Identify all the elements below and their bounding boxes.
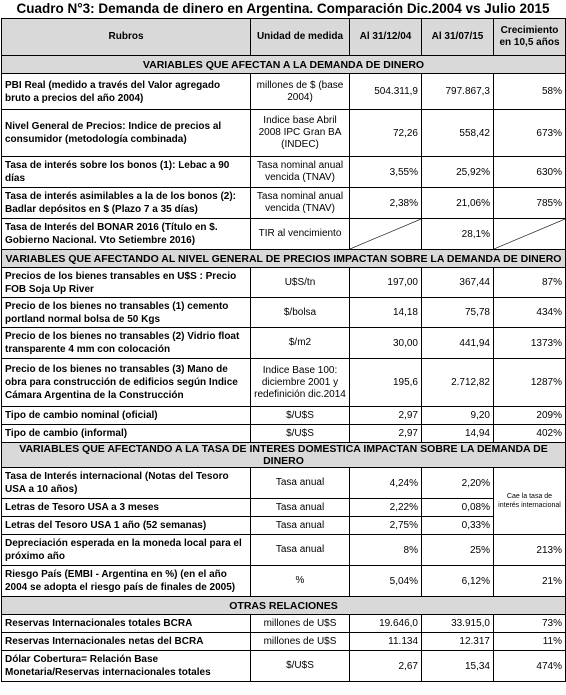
value-2015-cell: 15,34 (422, 651, 494, 682)
growth-note-cell: Cae la tasa de interés internacional (494, 468, 566, 535)
growth-cell: 630% (494, 157, 566, 188)
rubro-cell: Letras de Tesoro USA a 3 meses (2, 499, 251, 517)
header-row (2, 19, 566, 56)
value-2004-cell: 504.311,9 (350, 74, 422, 110)
table-row (2, 566, 566, 597)
demand-table (1, 18, 566, 682)
value-2015-cell: 33.915,0 (422, 615, 494, 633)
table-row (2, 468, 566, 499)
growth-cell: 1373% (494, 328, 566, 359)
diagonal-line (350, 219, 421, 249)
rubro-cell: Nivel General de Precios: Indice de precios al consumidor (metodología combinada) (2, 110, 251, 157)
growth-cell: 58% (494, 74, 566, 110)
value-2004-cell: 3,55% (350, 157, 422, 188)
section-header: VARIABLES QUE AFECTAN A LA DEMANDA DE DINERO (2, 56, 566, 74)
header-2004: Al 31/12/04 (350, 19, 422, 56)
growth-cell: 11% (494, 633, 566, 651)
value-2004-cell: 2,67 (350, 651, 422, 682)
unit-cell: Tasa anual (251, 517, 350, 535)
value-2004-cell: 195,6 (350, 359, 422, 407)
value-2015-cell: 14,94 (422, 425, 494, 443)
rubro-cell: PBI Real (medido a través del Valor agregado bruto a precios del año 2004) (2, 74, 251, 110)
unit-cell: millones de $ (base 2004) (251, 74, 350, 110)
unit-cell: $/U$S (251, 407, 350, 425)
rubro-cell: Dólar Cobertura= Relación Base Monetaria/Reservas internacionales totales (2, 651, 251, 682)
rubro-cell: Depreciación esperada en la moneda local para el próximo año (2, 535, 251, 566)
value-2004-cell: 30,00 (350, 328, 422, 359)
diagonal-line (494, 219, 565, 249)
value-2004-cell: 4,24% (350, 468, 422, 499)
value-2004-cell: 19.646,0 (350, 615, 422, 633)
table-row (2, 157, 566, 188)
value-2015-cell: 9,20 (422, 407, 494, 425)
unit-cell: U$S/tn (251, 268, 350, 298)
table-row (2, 268, 566, 298)
rubro-cell: Tipo de cambio (informal) (2, 425, 251, 443)
growth-cell: 1287% (494, 359, 566, 407)
unit-cell: TIR al vencimiento (251, 219, 350, 250)
rubro-cell: Tasa de interés asimilables a la de los bonos (2): Badlar depósitos en $ (Plazo 7 a 35 días) (2, 188, 251, 219)
table-row (2, 328, 566, 359)
empty-diagonal-cell (350, 219, 422, 250)
unit-cell: millones de U$S (251, 615, 350, 633)
table-row (2, 517, 566, 535)
table-row (2, 425, 566, 443)
growth-cell: 21% (494, 566, 566, 597)
table-row (2, 110, 566, 157)
header-rubros: Rubros (2, 19, 251, 56)
unit-cell: Tasa anual (251, 535, 350, 566)
unit-cell: $/bolsa (251, 298, 350, 328)
rubro-cell: Tasa de Interés internacional (Notas del Tesoro USA a 10 años) (2, 468, 251, 499)
value-2015-cell: 25,92% (422, 157, 494, 188)
table-row (2, 615, 566, 633)
table-row (2, 535, 566, 566)
unit-cell: $/U$S (251, 651, 350, 682)
table-row (2, 188, 566, 219)
rubro-cell: Precio de los bienes no transables (2) Vidrio float transparente 4 mm con colocación (2, 328, 251, 359)
rubro-cell: Reservas Internacionales totales BCRA (2, 615, 251, 633)
value-2004-cell: 14,18 (350, 298, 422, 328)
rubro-cell: Precio de los bienes no transables (3) Mano de obra para construcción de edificios según Indice Cámara Argentina de la Construcción (2, 359, 251, 407)
value-2015-cell: 0,08% (422, 499, 494, 517)
unit-cell: Tasa anual (251, 499, 350, 517)
rubro-cell: Letras del Tesoro USA 1 año (52 semanas) (2, 517, 251, 535)
section-header: VARIABLES QUE AFECTANDO AL NIVEL GENERAL DE PRECIOS IMPACTAN SOBRE LA DEMANDA DE DINERO (2, 250, 566, 268)
table-row (2, 499, 566, 517)
unit-cell: Indice Base 100: diciembre 2001 y redefinición dic.2014 (251, 359, 350, 407)
value-2004-cell: 5,04% (350, 566, 422, 597)
value-2015-cell: 25% (422, 535, 494, 566)
rubro-cell: Riesgo País (EMBI - Argentina en %) (en el año 2004 se adopta el riesgo país de finales de 2005) (2, 566, 251, 597)
growth-cell: 434% (494, 298, 566, 328)
value-2004-cell: 2,97 (350, 425, 422, 443)
value-2015-cell: 2,20% (422, 468, 494, 499)
growth-cell: 213% (494, 535, 566, 566)
value-2004-cell: 197,00 (350, 268, 422, 298)
header-2015: Al 31/07/15 (422, 19, 494, 56)
table-row (2, 219, 566, 250)
value-2015-cell: 75,78 (422, 298, 494, 328)
growth-cell: 785% (494, 188, 566, 219)
value-2015-cell: 558,42 (422, 110, 494, 157)
unit-cell: Tasa nominal anual vencida (TNAV) (251, 188, 350, 219)
growth-cell: 402% (494, 425, 566, 443)
unit-cell: Tasa nominal anual vencida (TNAV) (251, 157, 350, 188)
section-header: VARIABLES QUE AFECTANDO A LA TASA DE INTERES DOMESTICA IMPACTAN SOBRE LA DEMANDA DE DINERO (2, 443, 566, 468)
value-2004-cell: 2,75% (350, 517, 422, 535)
section-header: OTRAS RELACIONES (2, 597, 566, 615)
unit-cell: Tasa anual (251, 468, 350, 499)
unit-cell: Indice base Abril 2008 IPC Gran BA (INDEC) (251, 110, 350, 157)
value-2004-cell: 2,97 (350, 407, 422, 425)
value-2004-cell: 11.134 (350, 633, 422, 651)
unit-cell: $/U$S (251, 425, 350, 443)
table-row (2, 359, 566, 407)
value-2015-cell: 0,33% (422, 517, 494, 535)
unit-cell: millones de U$S (251, 633, 350, 651)
growth-cell: 73% (494, 615, 566, 633)
growth-cell: 209% (494, 407, 566, 425)
table-row (2, 74, 566, 110)
table-row (2, 407, 566, 425)
empty-diagonal-cell (494, 219, 566, 250)
value-2015-cell: 12.317 (422, 633, 494, 651)
value-2015-cell: 2.712,82 (422, 359, 494, 407)
rubro-cell: Precios de los bienes transables en U$S : Precio FOB Soja Up River (2, 268, 251, 298)
value-2015-cell: 797.867,3 (422, 74, 494, 110)
value-2015-cell: 367,44 (422, 268, 494, 298)
unit-cell: $/m2 (251, 328, 350, 359)
rubro-cell: Precio de los bienes no transables (1) cemento portland normal bolsa de 50 Kgs (2, 298, 251, 328)
value-2015-cell: 441,94 (422, 328, 494, 359)
value-2004-cell: 8% (350, 535, 422, 566)
value-2004-cell: 2,22% (350, 499, 422, 517)
rubro-cell: Reservas Internacionales netas del BCRA (2, 633, 251, 651)
header-crecimiento: Crecimiento en 10,5 años (494, 19, 566, 56)
value-2004-cell: 2,38% (350, 188, 422, 219)
rubro-cell: Tasa de interés sobre los bonos (1): Lebac a 90 días (2, 157, 251, 188)
value-2015-cell: 21,06% (422, 188, 494, 219)
value-2015-cell: 6,12% (422, 566, 494, 597)
value-2004-cell: 72,26 (350, 110, 422, 157)
table-row (2, 633, 566, 651)
growth-cell: 474% (494, 651, 566, 682)
table-row (2, 651, 566, 682)
growth-cell: 87% (494, 268, 566, 298)
rubro-cell: Tipo de cambio nominal (oficial) (2, 407, 251, 425)
page-title: Cuadro N°3: Demanda de dinero en Argentina. Comparación Dic.2004 vs Julio 2015 (16, 1, 550, 16)
growth-cell: 673% (494, 110, 566, 157)
table-row (2, 298, 566, 328)
unit-cell: % (251, 566, 350, 597)
value-2015-cell: 28,1% (422, 219, 494, 250)
header-unidad: Unidad de medida (251, 19, 350, 56)
rubro-cell: Tasa de Interés del BONAR 2016 (Título en $. Gobierno Nacional. Vto Setiembre 2016) (2, 219, 251, 250)
